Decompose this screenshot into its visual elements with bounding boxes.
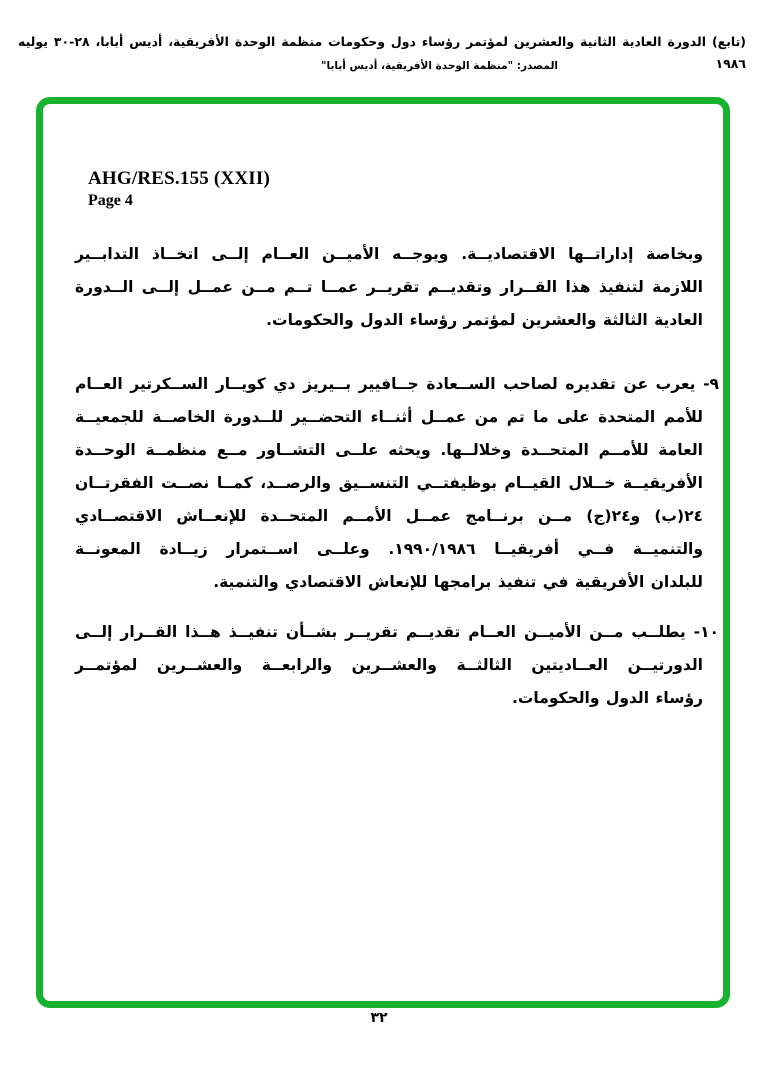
page-label: Page 4 [88, 192, 133, 209]
text-line: للبلدان الأفريقية في تنفيذ برامجها للإنعاش الاقتصادي والتنمية. [213, 573, 703, 591]
text-line: اللازمة لتنفيذ هذا القــرار وتقديــم تقريــر عمــا تــم مــن عمــل إلــى الــدورة [75, 278, 703, 296]
session-header-line: (تابع) الدورة العادية الثانية والعشرين لمؤتمر رؤساء دول وحكومات منظمة الوحدة الأفريقية، أديس أبابا، ٢٨-٣٠ يوليه ١٩٨٦ [18, 34, 746, 71]
source-header-line: المصدر: "منظمة الوحدة الأفريقية، أديس أبابا" [321, 60, 558, 72]
text-line: رؤساء الدول والحكومات. [511, 689, 703, 707]
text-line: والتنميــة فــي أفريقيــا ١٩٩٠/١٩٨٦. وعلــى اســتمرار زيــادة المعونــة [75, 540, 703, 558]
text-line: الأفريقيــة خــلال القيــام بوظيفتــي التنســيق والرصــد، كمــا نصــت الفقرتــان [75, 474, 703, 492]
text-line: ٢٤(ب) و٢٤(ج) مــن برنــامج عمــل الأمــم المتحــدة للإنعــاش الاقتصــادي [75, 507, 703, 525]
resolution-reference: AHG/RES.155 (XXII) [88, 168, 271, 189]
page-number: ٣٢ [370, 1010, 388, 1026]
text-line: وبخاصة إداراتــها الاقتصاديــة. ويوجــه الأميــن العــام إلــى اتخــاذ التدابــير [75, 245, 703, 263]
text-line: العامة للأمــم المتحــدة وخلالــها. ويحثه علــى التشــاور مــع منظمــة الوحــدة [75, 441, 703, 459]
text-line: ٩- يعرب عن تقديره لصاحب الســعادة جــافيير بــيريز دي كويــار الســكرتير العــام [75, 375, 719, 393]
text-line: الدورتيــن العــاديتين الثالثــة والعشــرين والرابعــة والعشــرين لمؤتمــر [75, 656, 703, 674]
text-line: للأمم المتحدة على ما تم من عمــل أثنــاء التحضــير للــدورة الخاصــة للجمعيــة [75, 408, 703, 426]
numbered-paragraph [75, 368, 719, 599]
numbered-paragraph [75, 616, 719, 715]
paragraph [75, 238, 703, 337]
text-line: ١٠- يطلــب مــن الأميــن العــام تقديــم تقريــر بشــأن تنفيــذ هــذا القــرار إلــى [75, 623, 719, 641]
text-line: العادية الثالثة والعشرين لمؤتمر رؤساء الدول والحكومات. [266, 311, 703, 329]
document-body [75, 238, 719, 715]
